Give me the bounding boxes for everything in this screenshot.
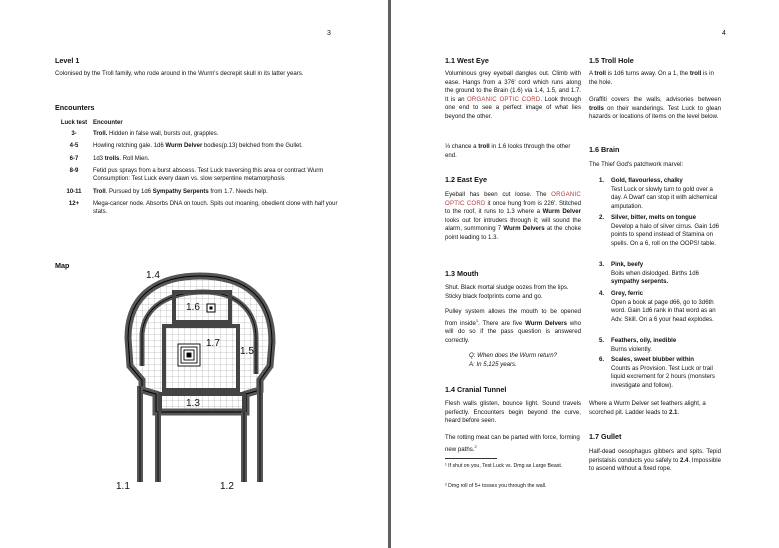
encounters-heading: Encounters [55,103,95,112]
pass-answer: A: In 5,125 years. [469,361,517,368]
mouth-p2: Pulley system allows the mouth to be opened from inside$^1$. There are five Wurm Delvers who will do so if the pass question is answered correctly. [445,308,581,344]
table-row [55,142,345,154]
encounter-text: Troll. Hidden in false wall, bursts out, grapples. [93,131,219,137]
roll-value: 12+ [68,200,80,207]
heading-brain: 1.6 Brain [589,145,620,154]
col-luck-test: Luck test [60,120,88,126]
heading-gullet: 1.7 Gullet [589,432,622,441]
page-left [0,0,388,548]
west-eye-body: Voluminous grey eyeball dangles out. Climb with ease. Hangs from a 376' cord which runs along the ground to the Brain (1.6) via 1.4, 1.5, and 1.7. It is an ORGANIC OPTIC CORD. Look through one end to see a perfect image of what lies beyond the other. [445,70,581,120]
map-label-1-4: 1.4 [146,270,160,281]
table-row [55,155,345,167]
roll-value: 4-5 [69,143,79,150]
encounter-text: Mega-cancer node. Absorbs DNA on touch. Spits out moaning, obedient clone with half your stats. [93,200,338,215]
cranial-p1: Flesh walls glisten, bounce light. Sound travels perfectly. Encounters begin beyond the curve, heard before seen. [445,400,581,425]
heading-cranial-tunnel: 1.4 Cranial Tunnel [445,385,507,394]
troll-hole-p1: A troll is 1d6 turns away. On a 1, the troll is in the hole. [589,70,714,86]
map-label-1-7: 1.7 [206,338,220,349]
east-eye-body: Eyeball has been cut loose. The ORGANIC OPTIC CORD it once hung from is 226'. Stitched to the roof, it runs to 1.3 where a Wurm Delver looks out for intruders through it; will sound the alarm, summoning 7 Wurm Delvers at the choke point leading to 1.3. [445,191,581,241]
spiral-icon [178,344,200,366]
footnote-rule [445,458,497,459]
encounter-table [55,120,345,220]
footnote-1: ¹ If shut on you, Test Luck vs. Dmg as Large Beast. [445,463,563,469]
page-number: 4 [722,30,726,37]
heading-troll-hole: 1.5 Troll Hole [589,56,634,65]
roll-value: 3- [71,131,77,137]
map-label-1-6: 1.6 [186,302,200,313]
heading-mouth: 1.3 Mouth [445,269,479,278]
map-label-1-5: 1.5 [240,346,254,357]
brain-intro: The Thief God's patchwork marvel: [589,161,684,168]
encounter-text: Fetid pus sprays from a burst abscess. Test Luck traversing this area or contract Wurm Consumption: Test Luck every dawn vs. slow serpentine metamorphosis [93,168,324,183]
map-label-1-2: 1.2 [220,481,234,492]
level-intro: Colonised by the Troll family, who rode around in the Wurm's decrepit skull in its latter years. [55,70,304,77]
map-label-1-3: 1.3 [186,398,200,409]
table-row [55,200,345,220]
table-row [55,167,345,187]
cranial-p2: The rotting meat can be parted with force, forming new paths.$^2$ [445,434,580,453]
footnote-2: ² Dmg roll of 5+ tosses you through the wall. [445,483,547,489]
page-right: 4 1.1 West Eye Voluminous grey eyeball dangles out. Climb with ease. Hangs from a 376' cord which runs along the ground to the Brain (1.6) via 1.4, 1.5, and 1.7. It is an ORGANIC OPTIC CORD. Look through one end to see a perfect image of what lies beyond the other. ⅓ chance a troll in 1.6 looks through the other end. 1.2 East Eye Eyeball has been cut loose. The ORGANIC OPTIC CORD it once hung from is 226'. Stitched to the roof, it runs to 1.3 where a Wurm Delver looks out for intruders through it; will sound the alarm, summoning 7 Wurm Delvers at the choke point leading to 1.3. 1.3 Mouth Shut. Black mortal sludge oozes from the lips. Sticky black footprints come and go. Pulley system allows the mouth to be opened from inside$^1$. There are five Wurm Delvers who will do so if the pass question is answered correctly. Q: When does the Wurm return? A: In 5,125 years. 1.4 Cranial Tunnel Flesh walls glisten, bounce light. Sound travels perfectly. Encounters begin beyond the curve, heard before seen. The rotting meat can be parted with force, forming new paths.$^2$ ¹ If shut on you, Test Luck vs. Dmg as Large Beast. ² Dmg roll of 5+ tosses you through the wall. 1.5 Troll Hole A troll is 1d6 turns away. On a 1, the troll is in the hole. Graffiti covers the walls, advisories between trolls on their wanderings. Test Luck to glean hazards or locations of items on the level below. 1.6 Brain The Thief God's patchwork marvel: 1. Gold, flavourless, chalky Test Luck or slowly turn to gold over a day. A Dwarf can stop it with alchemical amputation. 2. Silver, bitter, melts on tongue Develop a halo of silver cirrus. Gain 1d6 points to spend instead of Stamina on spells. On a 6, roll on the OOPS! table. 3. Pink, beefy Boils when dislodged. Births 1d6 sympathy serpents. 4. Grey, ferric Open a book at page d66, go to 3d6th word. Gain 1d6 rank in that word as an Adv. Skill. On a 6 your head explodes. 5. Feathers, oily, inedible Burns violently. 6. Scales, sweet blubber within Counts as Provision. Test Luck or trail liquid excrement for 2 hours (monsters investigate and follow). Where a Wurm Delver set feathers alight, a scorched pit. Ladder leads to 2.1. 1.7 Gullet Half-dead oesophagus gibbers and spits. Tepid peristalsis conducts you safely to 2.4. Impossible to ascend without a fixed rope. [391,0,779,548]
pass-question: Q: When does the Wurm return? [469,352,558,359]
page-number: 3 [327,30,331,37]
col-encounter: Encounter [93,120,123,126]
west-eye-chance: ⅓ chance a troll in 1.6 looks through the other end. [445,143,571,159]
table-row [55,130,345,142]
brain-after: Where a Wurm Delver set feathers alight, a scorched pit. Ladder leads to 2.1. [589,400,706,416]
troll-hole-p2: Graffiti covers the walls, advisories between trolls on their wanderings. Test Luck to glean hazards or locations of items on the level below. [589,96,721,121]
heading-west-eye: 1.1 West Eye [445,56,489,65]
heading-east-eye: 1.2 East Eye [445,175,487,184]
roll-value: 10-11 [66,188,82,195]
encounter-text: Troll. Pursued by 1d6 Sympathy Serpents from 1.7. Needs help. [93,188,268,195]
mouth-p1: Shut. Black mortal sludge oozes from the lips. Sticky black footprints come and go. [445,284,569,300]
roll-value: 6-7 [69,155,79,162]
roll-value: 8-9 [69,168,79,175]
table-row [55,188,345,200]
map-heading: Map [55,261,70,270]
level-map [100,262,300,494]
encounter-text: Howling retching gale. 1d6 Wurm Delver bodies(p.13) belched from the Gullet. [93,143,303,150]
gullet-body: Half-dead oesophagus gibbers and spits. Tepid peristalsis conducts you safely to 2.4. Impossible to ascend without a fixed rope. [589,448,722,473]
level-heading: Level 1 [55,56,80,65]
map-label-1-1: 1.1 [116,481,130,492]
encounter-text: 1d3 trolls. Roll Mien. [93,155,150,162]
